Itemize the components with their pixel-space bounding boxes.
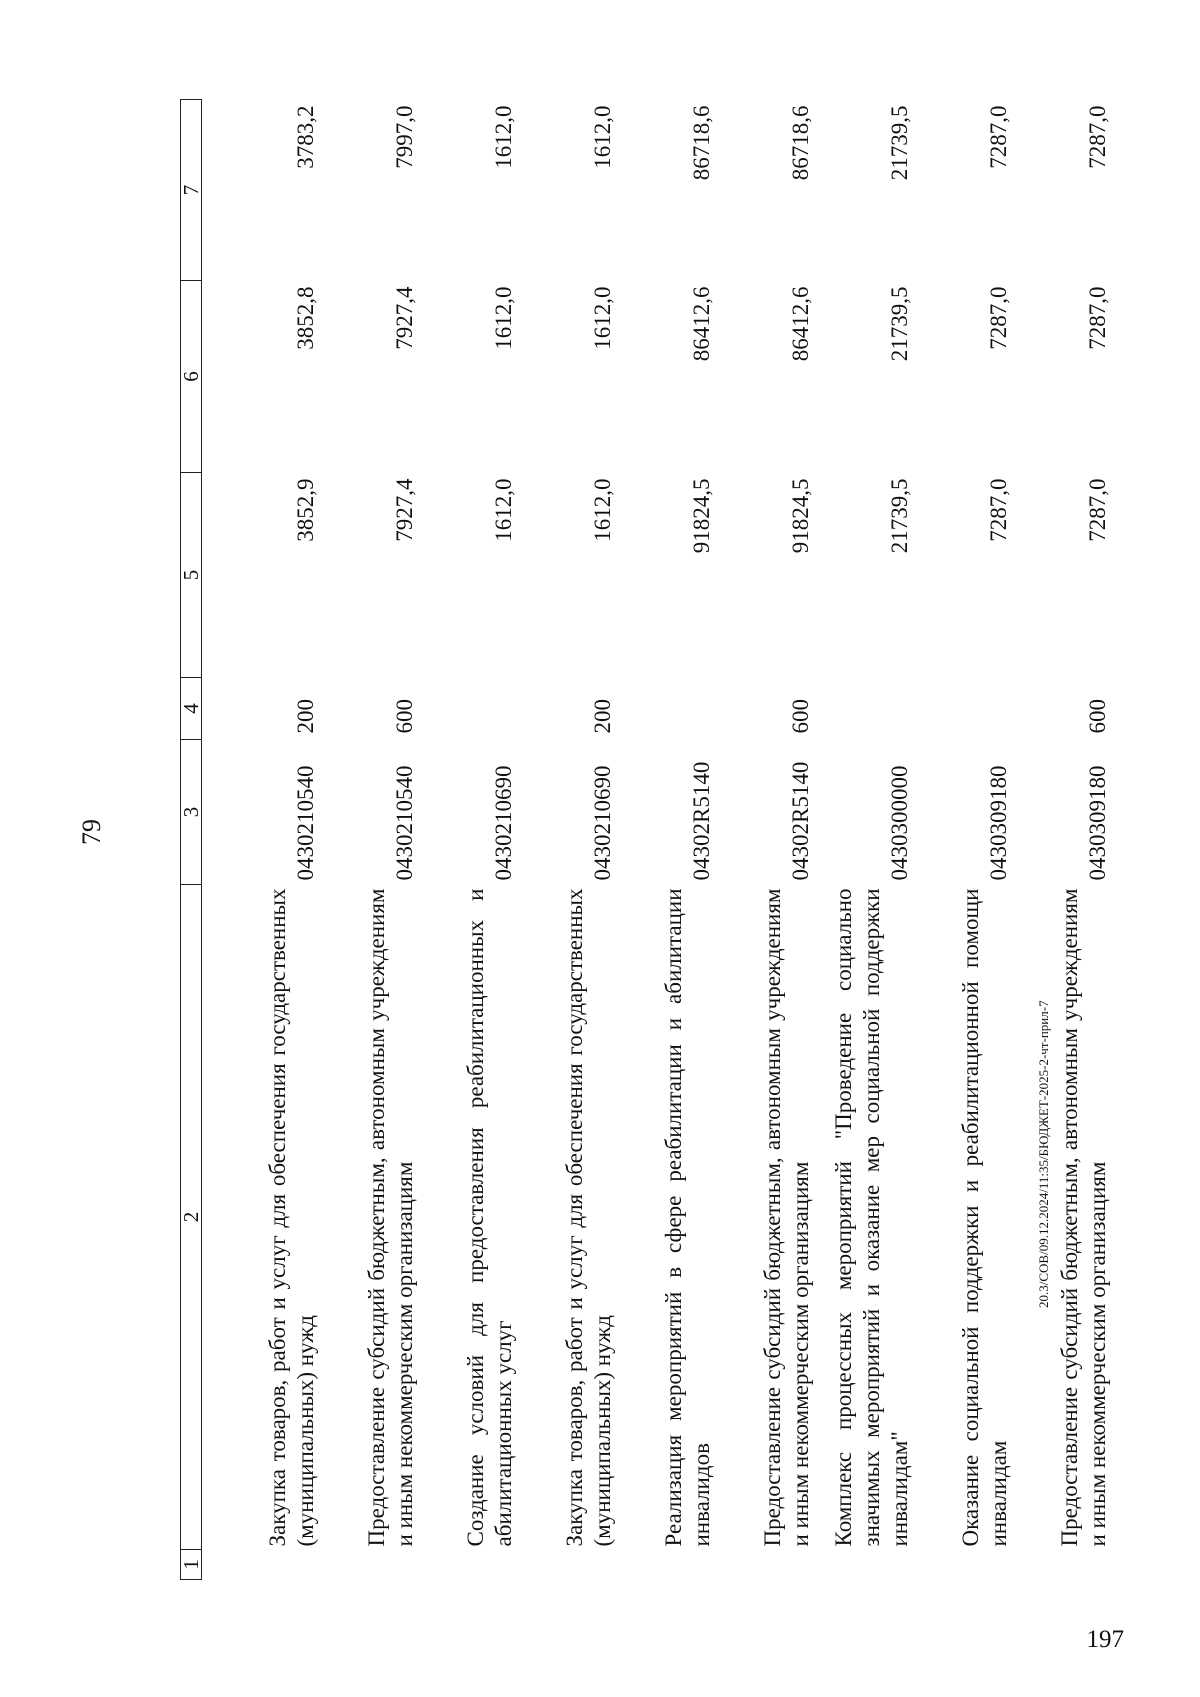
cell-target-code: 0430210540 [293,765,318,881]
cell-target-code: 0430210690 [491,765,516,881]
cell-value-col-5: 7287,0 [986,478,1011,542]
cell-description: Создание условий для предоставления реабилитационных и абилитационных услуг [463,888,516,1547]
cell-value-col-5: 7927,4 [392,478,417,542]
table-row [1017,100,1116,1580]
cell-target-code: 04302R5140 [689,761,714,881]
cell-value-col-6: 1612,0 [590,286,615,350]
table-row [202,100,325,1580]
table-header-row [181,100,202,1580]
cell-value-col-5: 91824,5 [689,478,714,554]
cell-col-1 [522,1550,621,1580]
document-code: 20.3/СОВ/09.12.2024/11:35/БЮДЖЕТ-2025-2-чт-прил-7 [1036,1000,1051,1308]
cell-col-1 [918,1550,1017,1580]
cell-target-code: 04302R5140 [788,761,813,881]
table-row [324,100,423,1580]
cell-target-code: 0430210540 [392,765,417,881]
table-row [918,100,1017,1580]
header-col-6: 6 [181,281,202,473]
table-row [522,100,621,1580]
cell-expense-type [819,678,918,740]
header-col-4: 4 [181,678,202,740]
cell-value-col-7: 1612,0 [590,105,615,169]
cell-description: Оказание социальной поддержки и реабилитационной помощи инвалидам [958,888,1011,1547]
cell-value-col-6: 7287,0 [1085,286,1110,350]
header-col-2: 2 [181,885,202,1550]
cell-value-col-5: 1612,0 [590,478,615,542]
page-number-top: 79 [77,819,106,845]
cell-target-code: 0430210690 [590,765,615,881]
cell-value-col-6: 3852,8 [293,286,318,350]
cell-expense-type [918,678,1017,740]
cell-value-col-7: 7287,0 [986,105,1011,169]
cell-target-code: 0430309180 [986,765,1011,881]
cell-col-1 [720,1550,819,1580]
cell-expense-type: 200 [293,699,318,734]
cell-value-col-6: 7287,0 [986,286,1011,350]
cell-value-col-5: 1612,0 [491,478,516,542]
cell-value-col-6: 21739,5 [887,286,912,362]
cell-expense-type: 600 [392,699,417,734]
cell-description: Комплекс процессных мероприятий "Проведение социально значимых мероприятий и оказание мер социальной поддержки инвалидам" [831,888,912,1547]
budget-table [180,99,1116,1580]
cell-value-col-5: 21739,5 [887,478,912,554]
cell-value-col-6: 1612,0 [491,286,516,350]
cell-value-col-7: 7997,0 [392,105,417,169]
cell-value-col-5: 7287,0 [1085,478,1110,542]
cell-value-col-7: 86718,6 [788,105,813,181]
cell-description: Предоставление субсидий бюджетным, автономным учреждениям и иным некоммерческим организациям [1057,888,1110,1547]
table-row [423,100,522,1580]
header-col-3: 3 [181,740,202,885]
cell-value-col-6: 86412,6 [788,286,813,362]
cell-value-col-7: 21739,5 [887,105,912,181]
rotated-table-container [179,100,1110,1580]
table-row [819,100,918,1580]
cell-value-col-5: 91824,5 [788,478,813,554]
cell-value-col-6: 86412,6 [689,286,714,362]
cell-value-col-7: 3783,2 [293,105,318,169]
page-number-bottom: 197 [1086,1626,1124,1653]
header-col-1: 1 [181,1550,202,1580]
cell-expense-type [423,678,522,740]
cell-col-1 [621,1550,720,1580]
cell-expense-type [621,678,720,740]
cell-description: Закупка товаров, работ и услуг для обеспечения государственных (муниципальных) нужд [265,888,318,1547]
cell-value-col-7: 86718,6 [689,105,714,181]
cell-expense-type: 600 [788,699,813,734]
header-col-7: 7 [181,100,202,281]
cell-target-code: 0430309180 [1085,765,1110,881]
cell-col-1 [819,1550,918,1580]
cell-value-col-6: 7927,4 [392,286,417,350]
cell-value-col-7: 1612,0 [491,105,516,169]
cell-expense-type: 200 [590,699,615,734]
cell-description: Предоставление субсидий бюджетным, автономным учреждениям и иным некоммерческим организациям [364,888,417,1547]
cell-col-1 [324,1550,423,1580]
cell-value-col-5: 3852,9 [293,478,318,542]
header-col-5: 5 [181,473,202,678]
table-row [621,100,720,1580]
cell-col-1 [1017,1550,1116,1580]
cell-target-code: 0430300000 [887,765,912,881]
cell-description: Предоставление субсидий бюджетным, автономным учреждениям и иным некоммерческим организациям [760,888,813,1547]
cell-description: Закупка товаров, работ и услуг для обеспечения государственных (муниципальных) нужд [562,888,615,1547]
cell-expense-type: 600 [1085,699,1110,734]
cell-value-col-7: 7287,0 [1085,105,1110,169]
cell-col-1 [202,1550,325,1580]
cell-col-1 [423,1550,522,1580]
cell-description: Реализация мероприятий в сфере реабилитации и абилитации инвалидов [661,888,714,1547]
table-row [720,100,819,1580]
